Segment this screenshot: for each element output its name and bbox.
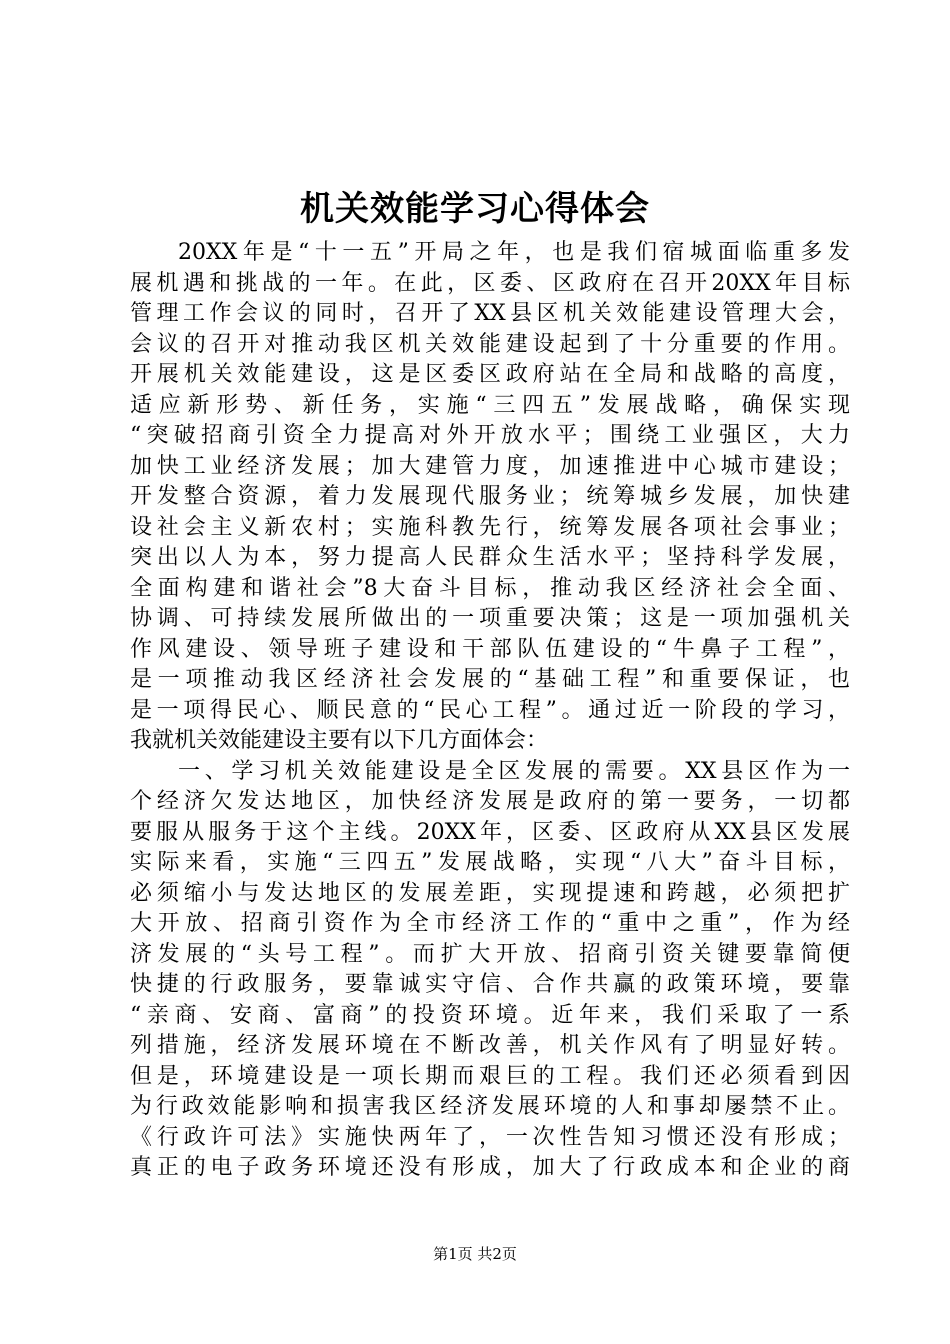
page-footer: 第1页 共2页 (433, 1245, 517, 1263)
text-line: 一、学习机关效能建设是全区发展的需要。XX县区作为一 (178, 758, 850, 784)
text-line: 但是，环境建设是一项长期而艰巨的工程。我们还必须看到因 (130, 1063, 850, 1089)
document-body (130, 238, 850, 1184)
text-line: 突出以人为本，努力提高人民群众生活水平；坚持科学发展， (130, 545, 850, 570)
text-line: 是一项得民心、顺民意的“民心工程”。通过近一阶段的学习， (130, 697, 850, 723)
text-line: 要服从服务于这个主线。20XX年，区委、区政府从XX县区发展 (130, 819, 850, 845)
text-line: 快捷的行政服务，要靠诚实守信、合作共赢的政策环境，要靠 (130, 972, 850, 997)
text-line: 20XX年是“十一五”开局之年，也是我们宿城面临重多发 (178, 240, 850, 265)
text-line: “亲商、安商、富商”的投资环境。近年来，我们采取了一系 (130, 1002, 850, 1028)
text-line: 大开放、招商引资作为全市经济工作的“重中之重”，作为经 (130, 911, 850, 936)
text-line: 我就机关效能建设主要有以下几方面体会： (130, 728, 549, 753)
text-line: 《行政许可法》实施快两年了，一次性告知习惯还没有形成； (130, 1124, 850, 1150)
text-line: 管理工作会议的同时，召开了XX县区机关效能建设管理大会， (130, 301, 850, 326)
text-line: 开发整合资源，着力发展现代服务业；统筹城乡发展，加快建 (130, 484, 850, 509)
text-line: 会议的召开对推动我区机关效能建设起到了十分重要的作用。 (130, 331, 850, 357)
text-line: 为行政效能影响和损害我区经济发展环境的人和事却屡禁不止。 (130, 1094, 850, 1119)
text-line: 必须缩小与发达地区的发展差距，实现提速和跨越，必须把扩 (130, 880, 850, 906)
text-line: 列措施，经济发展环境在不断改善，机关作风有了明显好转。 (130, 1033, 850, 1058)
text-line: 真正的电子政务环境还没有形成，加大了行政成本和企业的商 (130, 1155, 850, 1180)
document-title: 机关效能学习心得体会 (300, 189, 650, 229)
text-line: 济发展的“头号工程”。而扩大开放、招商引资关键要靠简便 (130, 941, 850, 967)
text-line: 展机遇和挑战的一年。在此，区委、区政府在召开20XX年目标 (130, 270, 850, 296)
text-line: 是一项推动我区经济社会发展的“基础工程”和重要保证，也 (130, 667, 850, 692)
text-line: 个经济欠发达地区，加快经济发展是政府的第一要务，一切都 (130, 789, 850, 814)
text-line: 适应新形势、新任务，实施“三四五”发展战略，确保实现 (130, 392, 850, 418)
text-line: 作风建设、领导班子建设和干部队伍建设的“牛鼻子工程”， (130, 636, 850, 662)
text-line: 设社会主义新农村；实施科教先行，统筹发展各项社会事业； (130, 514, 850, 540)
text-line: 加快工业经济发展；加大建管力度，加速推进中心城市建设； (130, 453, 850, 479)
text-line: 实际来看，实施“三四五”发展战略，实现“八大”奋斗目标， (130, 850, 850, 875)
text-line: 协调、可持续发展所做出的一项重要决策；这是一项加强机关 (130, 606, 850, 631)
text-line: 全面构建和谐社会”8大奋斗目标，推动我区经济社会全面、 (130, 575, 850, 601)
text-line: “突破招商引资全力提高对外开放水平；围绕工业强区，大力 (130, 423, 850, 448)
text-line: 开展机关效能建设，这是区委区政府站在全局和战略的高度， (130, 362, 850, 387)
